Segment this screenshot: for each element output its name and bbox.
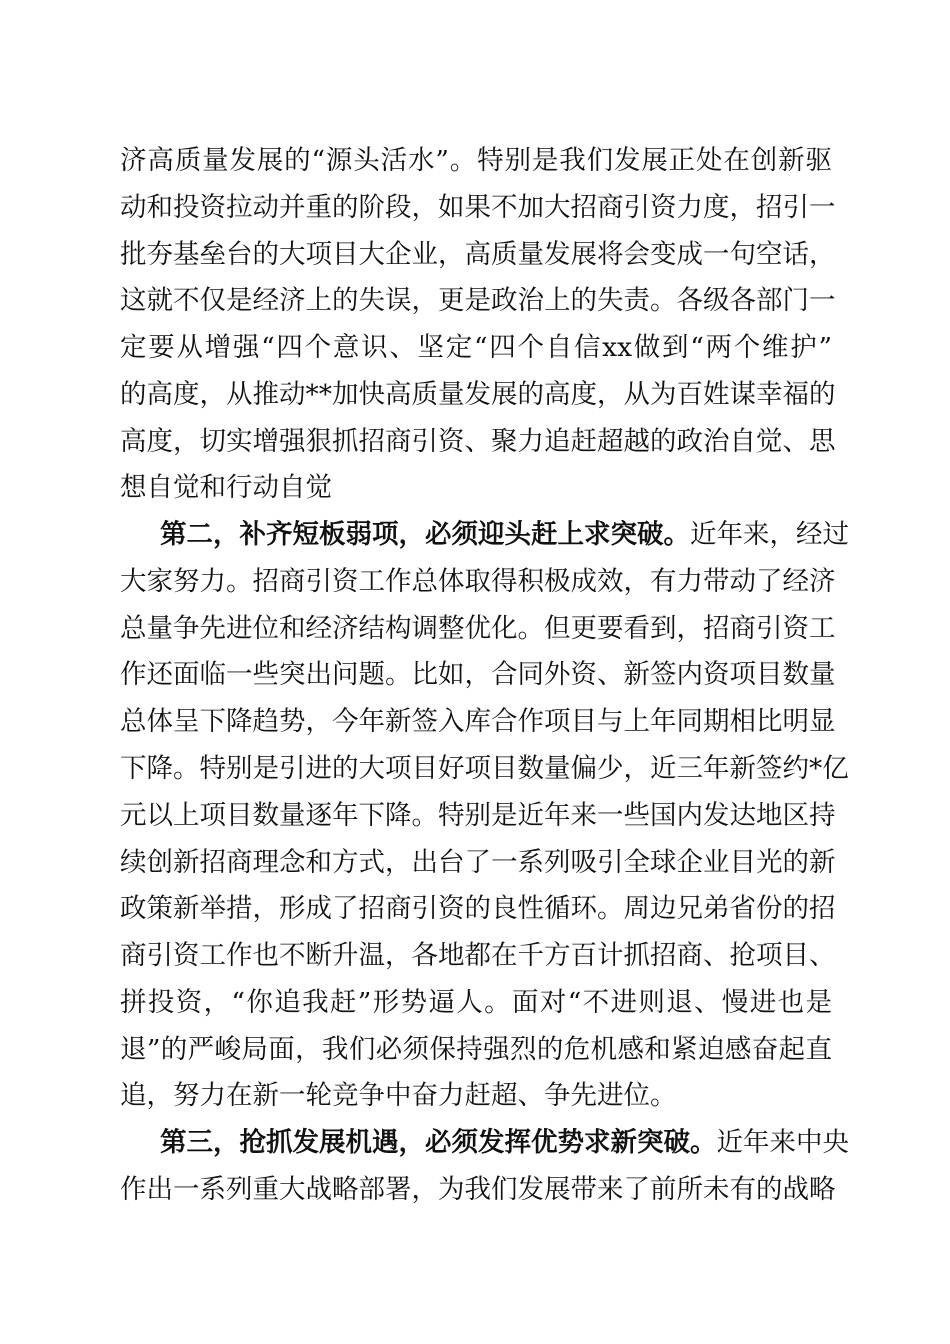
paragraph-2-line-8: 续创新招商理念和方式，出台了一系列吸引全球企业目光的新 <box>120 847 836 878</box>
paragraph-3-heading: 第三，抢抓发展机遇，必须发挥优势求新突破。 <box>160 1127 717 1158</box>
paragraph-1-line-4: 这就不仅是经济上的失误，更是政治上的失责。各级各部门一 <box>120 285 836 316</box>
paragraph-1-line-8: 想自觉和行动自觉 <box>120 472 332 503</box>
paragraph-2-line-2: 大家努力。招商引资工作总体取得积极成效，有力带动了经济 <box>120 566 836 597</box>
paragraph-2-line-12: 退”的严峻局面，我们必须保持强烈的危机感和紧迫感奋起直 <box>120 1034 832 1065</box>
paragraph-1-line-5: 定要从增强“四个意识、坚定“四个自信xx做到“两个维护” <box>120 332 832 363</box>
paragraph-2-line-13: 追，努力在新一轮竞争中奋力赶超、争先进位。 <box>120 1080 677 1111</box>
paragraph-1-line-6: 的高度，从推动**加快高质量发展的高度，从为百姓谋幸福的 <box>120 379 836 410</box>
paragraph-2-line-6: 下降。特别是引进的大项目好项目数量偏少，近三年新签约*亿 <box>120 753 849 784</box>
paragraph-3-first-line <box>160 1123 849 1163</box>
paragraph-1-line-1: 济高质量发展的“源头活水”。特别是我们发展正处在创新驱 <box>120 145 832 176</box>
paragraph-2-line-3: 总量争先进位和经济结构调整优化。但更要看到，招商引资工 <box>120 613 836 644</box>
paragraph-2-line-10: 商引资工作也不断升温，各地都在千方百计抓招商、抢项目、 <box>120 940 836 971</box>
paragraph-2-line-11: 拼投资，“你追我赶”形势逼人。面对“不进则退、慢进也是 <box>120 987 832 1018</box>
paragraph-1-line-3: 批夯基垒台的大项目大企业，高质量发展将会变成一句空话， <box>120 239 836 270</box>
paragraph-2-heading: 第二，补齐短板弱项，必须迎头赶上求突破。 <box>160 519 690 550</box>
paragraph-2-line-5: 总体呈下降趋势，今年新签入库合作项目与上年同期相比明显 <box>120 706 836 737</box>
paragraph-1-line-2: 动和投资拉动并重的阶段，如果不加大招商引资力度，招引一 <box>120 192 836 223</box>
paragraph-2-first-line <box>160 515 849 555</box>
paragraph-2-line-4: 作还面临一些突出问题。比如，合同外资、新签内资项目数量 <box>120 659 836 690</box>
paragraph-2-first-line-rest: 近年来，经过 <box>690 519 849 550</box>
paragraph-3-line-2: 作出一系列重大战略部署，为我们发展带来了前所未有的战略 <box>120 1174 836 1205</box>
paragraph-1-line-7: 高度，切实增强狠抓招商引资、聚力追赶超越的政治自觉、思 <box>120 426 836 457</box>
paragraph-2-line-7: 元以上项目数量逐年下降。特别是近年来一些国内发达地区持 <box>120 800 836 831</box>
paragraph-3-first-line-rest: 近年来中央 <box>716 1127 849 1158</box>
paragraph-2-line-9: 政策新举措，形成了招商引资的良性循环。周边兄弟省份的招 <box>120 893 836 924</box>
